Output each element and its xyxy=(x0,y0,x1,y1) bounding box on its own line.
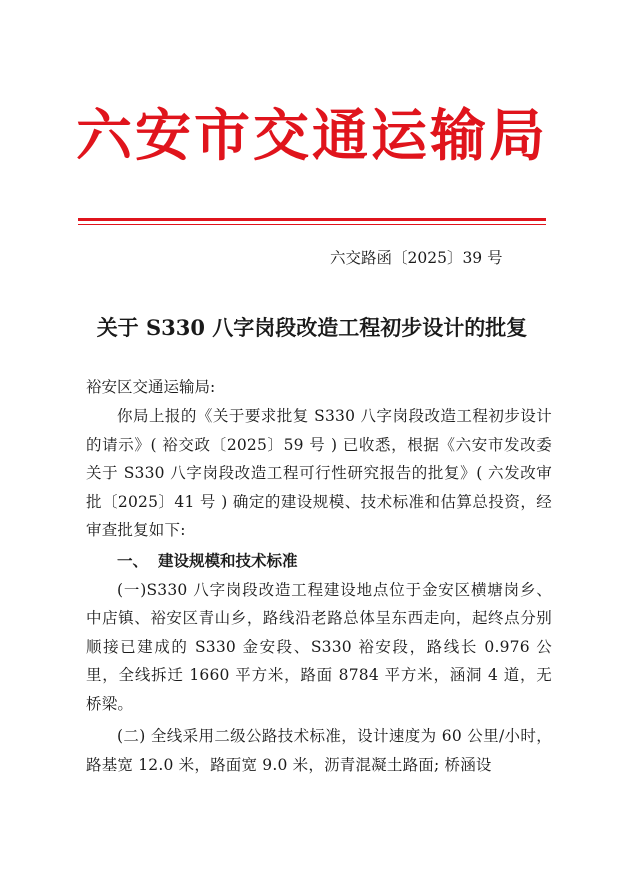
intro-paragraph: 你局上报的《关于要求批复 S330 八字岗段改造工程初步设计的请示》( 裕交政〔2025〕59 号 ) 已收悉，根据《六安市发改委关于 S330 八字岗段改造工程可行性研究报告的批复》( 六发改审批〔2025〕41 号 ) 确定的建设规模、技术标准和估算总投资，经审查批复如下: xyxy=(86,407,552,539)
section-heading xyxy=(86,546,552,576)
document-title: 关于 S330 八字岗段改造工程初步设计的批复 xyxy=(96,315,528,340)
red-divider-thick xyxy=(78,218,546,221)
document-body xyxy=(86,376,552,779)
section-number: 一、 xyxy=(117,551,149,570)
red-divider-thin xyxy=(78,224,546,225)
section-item: (一)S330 八字岗段改造工程建设地点位于金安区横塘岗乡、中店镇、裕安区青山乡，路线沿老路总体呈东西走向，起终点分别顺接已建成的 S330 金安段、S330 裕安段，路线长 0.976 公里，全线拆迁 1660 平方米，路面 8784 平方米，涵洞 4 道，无桥梁。 xyxy=(86,580,552,713)
document-number: 六交路函〔2025〕39 号 xyxy=(330,249,503,267)
issuer-header: 六安市交通运输局 xyxy=(76,103,548,169)
section-title: 建设规模和技术标准 xyxy=(158,551,298,570)
addressee: 裕安区交通运输局: xyxy=(86,378,216,396)
section-item: (二) 全线采用二级公路技术标准，设计速度为 60 公里/小时，路基宽 12.0 米，路面宽 9.0 米，沥青混凝土路面; 桥涵设 xyxy=(86,727,552,774)
